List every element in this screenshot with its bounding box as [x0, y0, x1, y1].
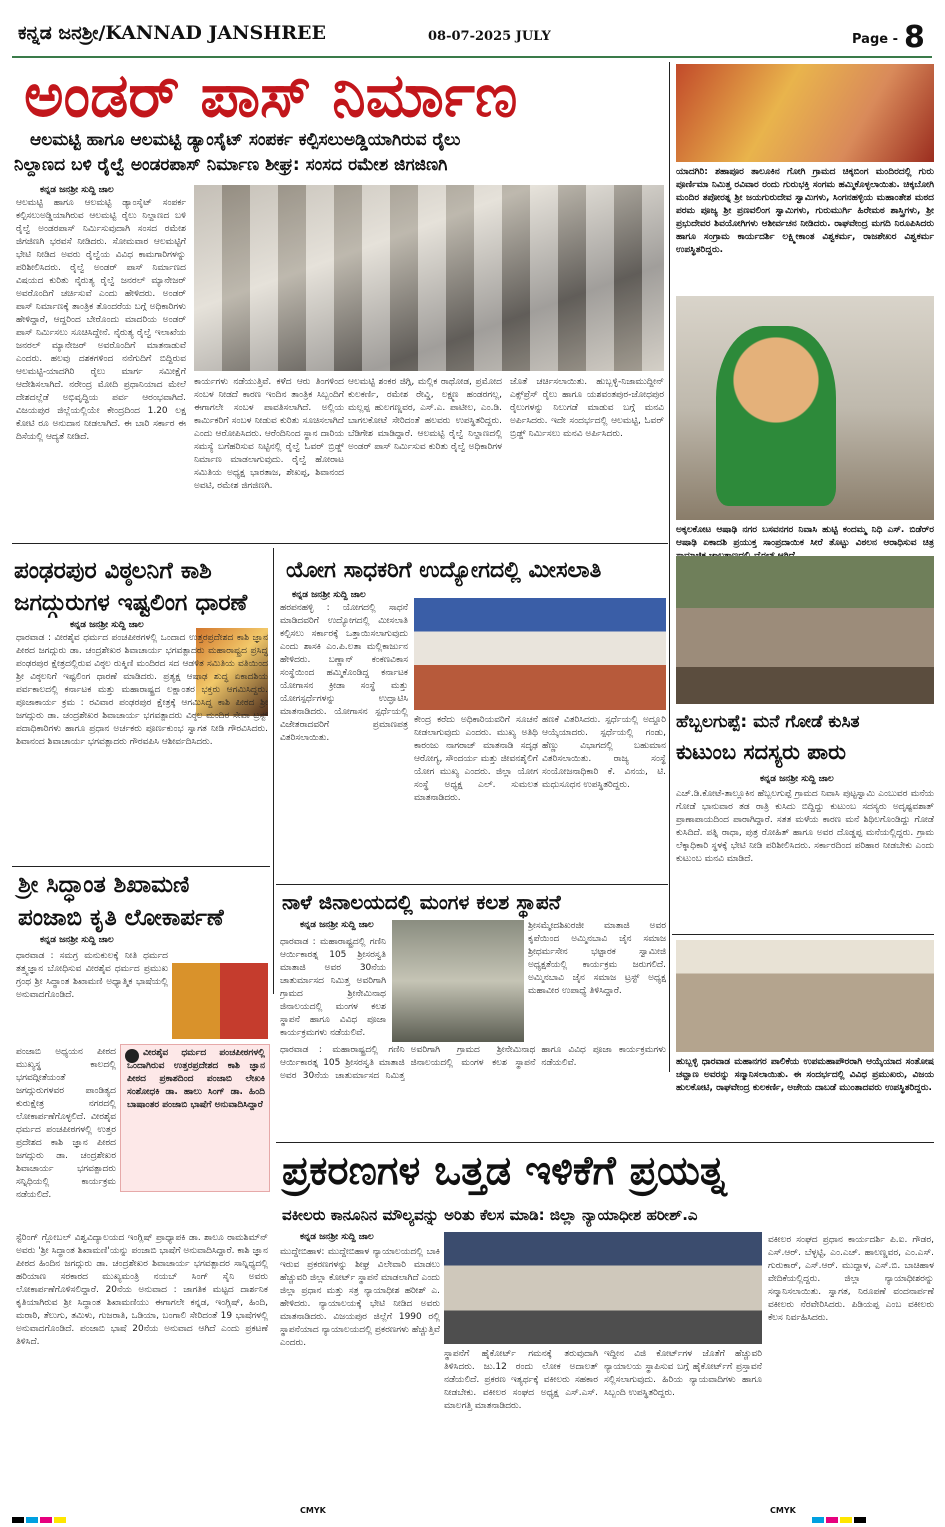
lead-photo-people	[194, 185, 664, 371]
left-column-rule	[273, 548, 274, 994]
yoga-body-right: ಹಣಕೆ ವಿತರಿಸಿದರು. ಸ್ಪರ್ಧೆಯಲ್ಲಿ ಅದ್ದೂರಿ ಆಯ್ಕೆಯಾದರು. ಸ್ಪರ್ಧೆಯಲ್ಲಿ ಗಂಡು, ಹೆಣ್ಣು ವಿಭಾಗದಲ್ಲಿ ಬಹುಮಾನ ವಿತರಿಸಲಾಯಿತು. ರಾಜ್ಯ ಸಂಸ್ಥೆ ಸಂಯೋಜನಾಧಿಕಾರಿ ಕೆ. ವಿನಯ, ಟಿ. ಮಧುಸೂಧನ ಉಪಸ್ಥಿತರಿದ್ದರು.	[542, 715, 666, 790]
prakarana-subhead: ವಕೀಲರು ಕಾನೂನಿನ ಮೌಲ್ಯವನ್ನು ಅರಿತು ಕೆಲಸ ಮಾಡಿ: ಜಿಲ್ಲಾ ನ್ಯಾಯಾಧೀಶ ಹರೀಶ್.ಎ	[282, 1206, 698, 1224]
siddhanta-body-bottom: ಸ್ಟೆರಿಂಗ್ ಗ್ಲೋಬಲ್ ವಿಶ್ವವಿದ್ಯಾಲಯದ ಇಂಗ್ಲಿಷ್ ಪ್ರಾಧ್ಯಾಪಕಿ ಡಾ. ಶಾಲೂ ರಾಮಶಿಮ್‌ನ್ ಅವರು 'ಶ್ರೀ ಸಿದ್ಧಾಂತ ಶಿಖಾಮಣಿ'ಯನ್ನು ಪಂಜಾಬಿ ಭಾಷೆಗೆ ಅನುವಾದಿಸಿದ್ದಾರೆ. ಕಾಶಿ ಜ್ಞಾನ ಪೀಠದ ಹಿಂದಿನ ಜಗದ್ಗುರು ಡಾ. ಚಂದ್ರಶೇಖರ ಶಿವಾಚಾರ್ಯ ಭಗವತ್ಪಾದರ ಸಾನ್ನಿಧ್ಯದಲ್ಲಿ ಹರಿಯಾಣ ಸರಕಾರದ ಮುಖ್ಯಮಂತ್ರಿ ನಯಬ್ ಸಿಂಗ್ ಸೈನಿ ಅವರು ಲೋಕಾರ್ಪಣೆಗೊಳಿಸಲಿದ್ದಾರೆ. 20ನೆಯ ಅನುವಾದ : ಜಾಗತಿಕ ಮಟ್ಟದ ದಾರ್ಶನಿಕ ಕೃತಿಯಾಗಿರುವ ಶ್ರೀ ಸಿದ್ಧಾಂತ ಶಿಖಾಮಣಿಯು ಈಗಾಗಲೇ ಕನ್ನಡ, ಇಂಗ್ಲಿಷ್, ಹಿಂದಿ, ಮರಾಠಿ, ತೆಲುಗು, ತಮಿಳು, ಗುಜರಾತಿ, ಒಡಿಯಾ, ಬಂಗಾಲಿ ಸೇರಿದಂತೆ 19 ಭಾಷೆಗಳಲ್ಲಿ ಅನುವಾದಗೊಂಡಿದೆ. ಪಂಜಾಬಿ ಭಾಷೆ 20ನೆಯ ಅನುವಾದ ಆಗಿದೆ ಎಂದು ಪ್ರಕಟಣೆ ತಿಳಿಸಿದೆ.	[16, 1233, 268, 1347]
lead-body-left: ಆಲಮಟ್ಟಿ ಹಾಗೂ ಆಲಮಟ್ಟಿ ಡ್ಯಾಂಸೈಟ್ ಸಂಪರ್ಕ ಕಲ್ಪಿಸಲುಅಡ್ಡಿಯಾಗಿರುವ ಆಲಮಟ್ಟಿ ರೈಲು ನಿಲ್ದಾಣದ ಬಳಿ ರೈಲ್ವೆ ಅಂಡರಪಾಸ್ ನಿರ್ಮಿಸುವುದಾಗಿ ಸಂಸದ ರಮೇಶ ಜಿಗಜಿಣಗಿ ಭರವಸೆ ನೀಡಿದರು. ಸೋಮವಾರ ಆಲಮಟ್ಟಿಗೆ ಭೇಟಿ ನೀಡಿದ ಅವರು ರೈಲ್ವೆಯ ವಿವಿಧ ಕಾಮಗಾರಿಗಳನ್ನು ಪರಿಶೀಲಿಸಿದರು. ರೈಲ್ವೆ ಅಂಡರ್ ಪಾಸ್ ನಿರ್ಮಾಣದ ವಿಷಯದ ಕುರಿತು ನೈರುತ್ಯ ರೈಲ್ವೆ ಜನರಲ್ ಮ್ಯಾನೇಜರ್ ಅವರೊಂದಿಗೆ ಚರ್ಚಿಸುವೆ ಎಂದು ಹೇಳಿದರು. ಅಂಡರ್ ಪಾಸ್ ನಿರ್ಮಾಣಕ್ಕೆ ತಾಂತ್ರಿಕ ತೊಂದರೆಯ ಬಗ್ಗೆ ಅಧಿಕಾರಿಗಳು ಹೇಳಿದ್ದಾರೆ, ಆದ್ದರಿಂದ ಬೇರೊಂದು ಮಾದರಿಯ ಅಂಡರ್ ಪಾಸ್ ನಿರ್ಮಿಸಲು ಸೂಚಿಸಿದ್ದೇನೆ. ನೈರುತ್ಯ ರೈಲ್ವೆ ಇಲಾಖೆಯ ಜನರಲ್ ಮ್ಯಾನೇಜರ್ ಅವರೊಂದಿಗೆ ಮಾತನಾಡುವೆ ಎಂದರು. ಹಲವು ದಶಕಗಳಿಂದ ನನೆಗುದಿಗೆ ಬಿದ್ದಿರುವ ಆಲಮಟ್ಟಿ-ಯಾದಗಿರಿ ರೈಲು ಮಾರ್ಗ ಸಮೀಕ್ಷೆಗೆ ಆದೇಶಿಸಲಾಗಿದೆ. ನರೇಂದ್ರ ಮೋದಿ ಪ್ರಧಾನಿಯಾದ ಮೇಲೆ ದೇಶದಲ್ಲೆಡೆ ಅಭಿವೃದ್ಧಿಯ ಪರ್ವ ಆರಂಭವಾಗಿದೆ. ವಿಜಯಪುರ ಜಿಲ್ಲೆಯಲ್ಲಿಯೇ ಕೇಂದ್ರದಿಂದ 1.20 ಲಕ್ಷ ಕೋಟಿ ರೂ ಅನುದಾನ ನೀಡಲಾಗಿದೆ. ಈ ಬಾರಿ ಸರ್ಕಾರ ಈ ದಿಸೆಯಲ್ಲಿ ಆದ್ಯತೆ ನೀಡಿದೆ.	[16, 198, 186, 442]
siddhanta-top-rule	[12, 866, 270, 867]
yoga-photo	[414, 598, 666, 710]
siddhanta-headline-1: ಶ್ರೀ ಸಿದ್ಧಾಂತ ಶಿಖಾಮಣಿ	[18, 872, 190, 898]
kalasha-body-bottom	[280, 1044, 666, 1140]
siddhanta-book-photo	[172, 963, 268, 1039]
lead-byline: ಕನ್ನಡ ಜನಶ್ರೀ ಸುದ್ದಿ ಜಾಲ	[40, 185, 114, 195]
pandharpur-body: ಧಾರವಾಡ : ವೀರಶೈವ ಧರ್ಮದ ಪಂಚಪೀಠಗಳಲ್ಲಿ ಒಂದಾದ ಉತ್ತರಪ್ರದೇಶದ ಕಾಶಿ ಜ್ಞಾನ ಪೀಠದ ಜಗದ್ಗುರು ಡಾ. ಚಂದ್ರಶೇಖರ ಶಿವಾಚಾರ್ಯ ಭಗವತ್ಪಾದರು ಮಹಾರಾಷ್ಟ್ರದ ಪ್ರಸಿದ್ಧ ಪಂಢರಪುರ ಕ್ಷೇತ್ರದಲ್ಲಿರುವ ವಿಠ್ಠಲ ರುಕ್ಮಿಣಿ ಮಂದಿರದ ಸದ ಆಡಳಿತ ಸಮಿತಿಯ ವತಿಯಿಂದ ಶ್ರೀ ವಿಠ್ಠಲನಿಗೆ ಇಷ್ಟಲಿಂಗ ಧಾರಣೆ ಮಾಡಿದರು. ಪ್ರತ್ಯಕ್ಷ ಆಷಾಢ ಶುದ್ಧ ಏಕಾದಶಿಯ ಪರ್ವಕಾಲದಲ್ಲಿ ಕರ್ನಾಟಕ ಮತ್ತು ಮಹಾರಾಷ್ಟ್ರದ ಲಕ್ಷಾಂತರ ಭಕ್ತರು ಆಗಮಿಸಿದ್ದರು. ಪೂಜಾಕಾರ್ಯ ಕ್ರಮ : ರವಿವಾರ ಪಂಢರಪುರ ಕ್ಷೇತ್ರಕ್ಕೆ ಆಗಮಿಸಿದ್ದ ಕಾಶಿ ಪೀಠದ ಶ್ರೀ ಜಗದ್ಗುರು ಡಾ. ಚಂದ್ರಶೇಖರ ಶಿವಾಚಾರ್ಯ ಭಗವತ್ಪಾದರು ವಿಠ್ಠಲ ಮಂದಿರ ಸೇವಾ ಟ್ರಸ್ಟ್ ಪದಾಧಿಕಾರಿಗಳು ಹಾಗೂ ಪ್ರಧಾನ ಅರ್ಚಕರು ಪೂರ್ಣಕುಂಭ ಸ್ವಾಗತ ನೀಡಿ ಗೌರವಿಸಿದರು. ಶಿವಾನಂದ ಶಿವಾಚಾರ್ಯ ಭಗವತ್ಪಾದರು ಗೌರವಪಿಸಿ ಆಶೀರ್ವದಿಸಿದರು.	[16, 633, 268, 747]
page-number: 8	[904, 20, 925, 55]
pandharpur-headline-1: ಪಂಢರಪುರ ವಿಠ್ಠಲನಿಗೆ ಕಾಶಿ	[14, 558, 212, 584]
yoga-body-mid: ಕೇಂದ್ರ ಕರೆದು ಅಧಿಕಾರಿಯವರಿಗೆ ಸೂಚನೆ ನೀಡಲಾಗುವುದು ಎಂದರು. ಮುಖ್ಯ ಅತಿಥಿ ಕಾರಂಜು ನಾಗರಾಜ್ ಮಾತನಾಡಿ ಸದೃಢ ಆರೋಗ್ಯ, ಸೌಂದರ್ಯ ಮತ್ತು ಜೀವನಶೈಲಿಗೆ ಯೋಗ ಮುಖ್ಯ ಎಂದರು. ಜಿಲ್ಲಾ ಯೋಗ ಸಂಸ್ಥೆ ಅಧ್ಯಕ್ಷ ಎಲ್. ಸುಮಲತ ಮಾತನಾಡಿದರು.	[414, 715, 538, 803]
hubballi-top-rule	[672, 934, 934, 935]
cmyk-label-right: CMYK	[770, 1506, 796, 1515]
brand-english: /KANNAD JANSHREE	[98, 22, 326, 44]
prakarana-body-right: ವಕೀಲರ ಸಂಘದ ಪ್ರಧಾನ ಕಾರ್ಯದರ್ಶಿ ಪಿ.ಐ. ಗೌಡರ, ಎಸ್.ಆರ್. ಬೆಳ್ಳಟ್ಟಿ, ಎಂ.ಎಚ್. ಹಾಲಣ್ಣವರ, ಎಂ.ಎಸ್. ಗುರುಕಾರ್, ಎಸ್.ಆರ್. ಮುದ್ದಾಳ, ಎಸ್.ಬಿ. ಬಾಚಿಹಾಳ ವೇದಿಕೆಯಲ್ಲಿದ್ದರು. ಜಿಲ್ಲಾ ನ್ಯಾಯಾಧೀಶರನ್ನು ಸನ್ಮಾನಿಸಲಾಯಿತು. ಸ್ವಾಗತ, ನಿರೂಪಣೆ ವಂದನಾರ್ಪಣೆ ವಕೀಲರು ನೆರವೇರಿಸಿದರು. ಪಿಡಿಯಪ್ಪ ಎಂಬ ವಕೀಲರು ಕೆಲಸ ನಿರ್ವಹಿಸಿದರು.	[768, 1235, 934, 1323]
prakarana-body-mid2: ಇದ್ದೀನ ವಿಜಿ ಕೋರ್ಟ್‌ಗಳ ಜೊತೆಗೆ ಹೆಚ್ಚುವರಿ ನ್ಯಾಯಾಲಯ ಸ್ಥಾಪಿಸುವ ಬಗ್ಗೆ ಹೈಕೋರ್ಟ್‌ಗೆ ಪ್ರಸ್ತಾವನೆ ಸಲ್ಲಿಸಲಾಗುವುದು. ಹಿರಿಯ ನ್ಯಾಯವಾದಿಗಳು ಹಾಗೂ ಸಿಬ್ಬಂದಿ ಉಪಸ್ಥಿತರಿದ್ದರು.	[604, 1349, 762, 1398]
kalasha-byline: ಕನ್ನಡ ಜನಶ್ರೀ ಸುದ್ದಿ ಜಾಲ	[300, 920, 374, 930]
prakarana-body-mid: ಸ್ಥಾಪನೆಗೆ ಹೈಕೋರ್ಟ್ ಗಮನಕ್ಕೆ ತರುವುದಾಗಿ ತಿಳಿಸಿದರು. ಜು.12 ರಂದು ಲೋಕ ಅದಾಲತ್ ನಡೆಯಲಿದೆ. ಪ್ರಕರಣ ಇತ್ಯರ್ಥಕ್ಕೆ ವಕೀಲರು ಸಹಕಾರ ನೀಡಬೇಕು. ವಕೀಲರ ಸಂಘದ ಅಧ್ಯಕ್ಷ ಎಸ್.ಎಸ್. ಮಾಲಗತ್ತಿ ಮಾತನಾಡಿದರು.	[444, 1349, 598, 1411]
hebbalaguppe-byline: ಕನ್ನಡ ಜನಶ್ರೀ ಸುದ್ದಿ ಜಾಲ	[760, 774, 834, 784]
cmyk-label-left: CMYK	[300, 1506, 326, 1515]
prakarana-top-rule	[276, 1142, 934, 1143]
issue-date: 08-07-2025 JULY	[428, 29, 551, 44]
lead-body-right: ಆಲಮಟ್ಟಿ ಶಂಕರ ಜಿಗ್ಗಿ, ಮಲ್ಲಿಕ ರಾಥೋಡ, ಪ್ರಮೋದ ಕುಲಕರ್ಣಿ, ರಮೇಶ ರೇವ್ಡಿ, ಲಕ್ಷ್ಮಣ ಹಂಡರಗಲ್ಲ, ಮಲ್ಲಪ್ಪ ಹುಲಗಣ್ಣವರ, ಎಸ್.ಎ. ಪಾಟೀಲ, ಎಂ.ಡಿ. ಬಾಗಲಕೋಟೆ ಸೇರಿದಂತೆ ಹಲವರು ಉಪಸ್ಥಿತರಿದ್ದರು. ಬೆಡಿಗೇಶ ಮಾಡಿದ್ದಾರೆ. ಆಲಮಟ್ಟಿ ರೈಲ್ವೆ ನಿಲ್ದಾಣದಲ್ಲಿ ಅಂಡರ್ ಪಾಸ್ ನಿರ್ಮಿಸುವ ಕುರಿತು ರೈಲ್ವೆ ಅಧಿಕಾರಿಗಳ ಜೊತೆ ಚರ್ಚಿಸಲಾಯಿತು. ಹುಬ್ಬಳ್ಳಿ-ನಿಜಾಮುದ್ದೀನ್ ಎಕ್ಸ್‌ಪ್ರೆಸ್ ರೈಲು ಹಾಗೂ ಯಶವಂತಪುರ-ಜೋಧಪುರ ರೈಲುಗಳನ್ನು ನಿಲುಗಡೆ ಮಾಡುವ ಬಗ್ಗೆ ಮನವಿ ಅರ್ಪಿಸಿದರು. ಇದೇ ಸಂದರ್ಭದಲ್ಲಿ ಆಲಮಟ್ಟಿ, ಓವರ್ ಬ್ರಿಡ್ಜ್ ನಿರ್ಮಿಸಲು ಮನವಿ ಅರ್ಪಿಸಿದರು.	[348, 377, 664, 452]
kalasha-headline: ನಾಳೆ ಜಿನಾಲಯದಲ್ಲಿ ಮಂಗಳ ಕಲಶ ಸ್ಥಾಪನೆ	[282, 890, 561, 914]
brand-kannada: ಕನ್ನಡ ಜನಶ್ರೀ	[18, 22, 99, 44]
gurupurnima-photo	[676, 64, 934, 162]
child-caption: ಅಕ್ಕಲಕೋಟ ಆಷಾಢಿ ನಗರ ಬಸವನಗರ ನಿವಾಸಿ ಹುಟ್ಟಿ ಕಂದಮ್ಮ ನಿಧಿ ಎಸ್. ಬಿಡೆರ್‌ರ ಆಷಾಢಿ ಏಕಾದಶಿ ಪ್ರಯುಕ್ತ ಸಾಂಪ್ರದಾಯಿಕ ಸೀರೆ ತೊಟ್ಟು ವಿಠಲನ ಆರಾಧಿಸುವ ಚಿತ್ರ	[676, 525, 934, 548]
yoga-byline: ಕನ್ನಡ ಜನಶ್ರೀ ಸುದ್ದಿ ಜಾಲ	[292, 590, 366, 600]
prakarana-headline: ಪ್ರಕರಣಗಳ ಒತ್ತಡ ಇಳಿಕೆಗೆ ಪ್ರಯತ್ನ	[282, 1148, 727, 1194]
page-label: Page -	[852, 32, 898, 47]
lead-subhead-1: ಆಲಮಟ್ಟಿ ಹಾಗೂ ಆಲಮಟ್ಟಿ ಡ್ಯಾಂಸೈಟ್ ಸಂಪರ್ಕ ಕಲ್ಪಿಸಲುಅಡ್ಡಿಯಾಗಿರುವ ರೈಲು	[30, 130, 461, 150]
pandharpur-headline-2: ಜಗದ್ಗುರುಗಳ ಇಷ್ಟಲಿಂಗ ಧಾರಣೆ	[14, 590, 248, 616]
hebbalaguppe-headline-2: ಕುಟುಂಬ ಸದಸ್ಯರು ಪಾರು	[676, 740, 846, 764]
siddhanta-info-box	[120, 1044, 270, 1192]
child-figure	[716, 326, 836, 506]
right-column-rule	[669, 62, 670, 1072]
masthead-rule	[12, 56, 932, 58]
siddhanta-body-top: ಧಾರವಾಡ : ಸಮಗ್ರ ಮನುಕುಲಕ್ಕೆ ನೀತಿ ಧರ್ಮದ ತತ್ತ್ವಜ್ಞಾನ ಬೋಧಿಸುವ ವೀರಶೈವ ಧರ್ಮದ ಪ್ರಮುಖ ಗ್ರಂಥ ಶ್ರೀ ಸಿದ್ಧಾಂತ ಶಿಖಾಮಣಿ ಅಧ್ಯಾತ್ಮಿಕ ಭಾಷೆಯಲ್ಲಿ ಅನುವಾದಗೊಂಡಿದೆ.	[16, 951, 168, 1000]
kalasha-body-bottom-text: ಧಾರವಾಡ : ಮಹಾರಾಷ್ಟ್ರದಲ್ಲಿ ಗಣಿನಿ ಆರ್ಯಿಕಾರತ್ನ 105 ಶ್ರೀಸರಸ್ವತಿ ಮಾತಾಜಿ ಅವರ 30ನೆಯ ಚಾತುರ್ಮಾಸದ ನಿಮಿತ್ತ ಅವರಿಗಾಗಿ ಗ್ರಾಮದ ಶ್ರೀನೇಮಿನಾಥ ಜಿನಾಲಯದಲ್ಲಿ ಮಂಗಳ ಕಲಶ ಸ್ಥಾಪನೆ ಹಾಗೂ ವಿವಿಧ ಪೂಜಾ ಕಾರ್ಯಕ್ರಮಗಳು ನಡೆಯಲಿವೆ.	[280, 1045, 666, 1081]
kalasha-body-right: ಶ್ರೀಸಮ್ಮೇದಶಿಖರಜೀ ಮಾತಾಜಿ ಅವರ ಕೃಪೆಯಿಂದ ಅಮ್ಮಿನಬಾವಿ ಜೈನ ಸಮಾಜ ಶ್ರೀಧರ್ಮಸೇನ ಭಟ್ಟಾರಕ ಸ್ವಾಮೀಜಿ ಅಧ್ಯಕ್ಷತೆಯಲ್ಲಿ ಕಾರ್ಯಕ್ರಮ ಜರುಗಲಿದೆ. ಅಮ್ಮಿನಬಾವಿ ಜೈನ ಸಮಾಜ ಟ್ರಸ್ಟ್ ಅಧ್ಯಕ್ಷ ಮಹಾವೀರ ಉಪಾಧ್ಯೆ ತಿಳಿಸಿದ್ದಾರೆ.	[528, 921, 666, 996]
siddhanta-headline-2: ಪಂಜಾಬಿ ಕೃತಿ ಲೋಕಾರ್ಪಣೆ	[18, 905, 224, 931]
cmyk-bar-right	[812, 1508, 868, 1516]
hebbalaguppe-house-photo	[676, 556, 934, 704]
masthead	[0, 0, 945, 58]
prakarana-byline: ಕನ್ನಡ ಜನಶ್ರೀ ಸುದ್ದಿ ಜಾಲ	[300, 1232, 374, 1242]
kalasha-top-rule	[276, 884, 668, 885]
hubballi-felicitation-photo	[676, 940, 934, 1052]
kalasha-body-left: ಧಾರವಾಡ : ಮಹಾರಾಷ್ಟ್ರದಲ್ಲಿ ಗಣಿನಿ ಆರ್ಯಿಕಾರತ್ನ 105 ಶ್ರೀಸರಸ್ವತಿ ಮಾತಾಜಿ ಅವರ 30ನೆಯ ಚಾತುರ್ಮಾಸದ ನಿಮಿತ್ತ ಅವರಿಗಾಗಿ ಗ್ರಾಮದ ಶ್ರೀನೇಮಿನಾಥ ಜಿನಾಲಯದಲ್ಲಿ ಮಂಗಳ ಕಲಶ ಸ್ಥಾಪನೆ ಹಾಗೂ ವಿವಿಧ ಪೂಜಾ ಕಾರ್ಯಕ್ರಮಗಳು ನಡೆಯಲಿವೆ.	[280, 937, 386, 1038]
yoga-body-left: ಹರಪನಹಳ್ಳಿ : ಯೋಗದಲ್ಲಿ ಸಾಧನೆ ಮಾಡಿದವರಿಗೆ ಉದ್ಯೋಗದಲ್ಲಿ ಮೀಸಲಾತಿ ಕಲ್ಪಿಸಲು ಸರ್ಕಾರಕ್ಕೆ ಒತ್ತಾಯಿಸಲಾಗುವುದು ಎಂದು ಶಾಸಕಿ ಎಂ.ಪಿ.ಲತಾ ಮಲ್ಲಿಕಾರ್ಜುನ ಹೇಳಿದರು. ಬಣ್ಣಾನ್ ಕಂಕಣವಿಕಾಸ ಸಂಸ್ಥೆಯಿಂದ ಹಮ್ಮಿಕೊಂಡಿದ್ದ ಕರ್ನಾಟಕ ಯೋಗಾಸನ ಕ್ರೀಡಾ ಸಂಸ್ಥೆ ಮತ್ತು ಯೋಗಸ್ಪರ್ಧೆಗಳನ್ನು ಉದ್ಘಾಟಿಸಿ ಮಾತನಾಡಿದರು. ಯೋಗಾಸನ ಸ್ಪರ್ಧೆಯಲ್ಲಿ ವಿಜೇತರಾದವರಿಗೆ ಪ್ರಮಾಣಪತ್ರ ವಿತರಿಸಲಾಯಿತು.	[280, 603, 408, 743]
hubballi-caption: ಹುಬ್ಬಳ್ಳಿ ಧಾರವಾಡ ಮಹಾನಗರ ಪಾಲಿಕೆಯ ಉಪಮಹಾಪೌರರಾಗಿ ಆಯ್ಕೆಯಾದ ಸಂತೋಷ ಚವ್ಹಾಣ ಅವರನ್ನು ಸನ್ಮಾನಿಸಲಾಯಿತು. ಈ ಸಂದರ್ಭದಲ್ಲಿ ವಿವಿಧ ಪ್ರಮುಖರು, ವಿಜಯ ಹುಲಕೋಟಿ, ರಾಘವೇಂದ್ರ ಕುಲಕರ್ಣಿ, ಅಜೇಯ ದಾಬಡೆ ಮುಂತಾದವರು ಉಪಸ್ಥಿತರಿದ್ದರು.	[676, 1057, 934, 1093]
lead-body-mid: ಕಾರ್ಯಗಳು ನಡೆಯುತ್ತಿವೆ. ಕಳೆದ ಆರು ತಿಂಗಳಿಂದ ಸಂಬಳ ನೀಡದೆ ಕಾರಣ ಇಂದಿನ ತಾಂತ್ರಿಕ ಸಿಬ್ಬಂದಿಗೆ ಈಗಾಗಲೇ ಸಂಬಳ ಪಾವತಿಸಲಾಗಿದೆ. ಅಲ್ಲಿಯ ಕಾರ್ಮಿಕರಿಗೆ ಸಂಬಳ ನೀಡುವ ಕುರಿತು ಸೂಚಿಸಲಾಗಿದೆ ಎಂದು ಆರೋಪಿಸಿದರು. ಆರೆಂದಿನಿಂದ ಸ್ಥಾನ ದಾರಿಯ ಸಮಸ್ಯೆ ಬಗೆಹರಿಸುವ ನಿಟ್ಟಿನಲ್ಲಿ ರೈಲ್ವೆ ಓವರ್ ಬ್ರಿಡ್ಜ್ ನಿರ್ಮಾಣ ಮಾಡಲಾಗುವುದು. ರೈಲ್ವೆ ಹೋರಾಟ ಸಮಿತಿಯ ಅಧ್ಯಕ್ಷ ಭಾರತಾಜ, ಶೇಖಪ್ಪ, ಶಿವಾನಂದ ಅವಟಿ, ರಮೇಶ ಜಿಗಜಿಣಗಿ.	[194, 377, 344, 491]
lead-subhead-2: ನಿಲ್ದಾಣದ ಬಳಿ ರೈಲ್ವೆ ಅಂಡರಪಾಸ್ ನಿರ್ಮಾಣ ಶೀಘ್ರ: ಸಂಸದ ರಮೇಶ ಜಿಗಜಿಣಗಿ	[14, 155, 448, 175]
prakarana-court-photo	[444, 1232, 762, 1344]
child-photo	[676, 296, 934, 520]
siddhanta-body-left: ಪಂಜಾಬಿ ಅಧ್ಯಯನ ಪೀಠದ ಮುಖ್ಯಸ್ಥ ಕಾಲದಲ್ಲಿ ಭಗವದ್ಗೀತೆಯಂತೆ ಜಗದ್ಗುರುಗಳವರ ಪಾಂಡಿತ್ಯದ ಕುರುಕ್ಷೇತ್ರ ನಗರದಲ್ಲಿ ಲೋಕಾರ್ಪಣೆಗೊಳ್ಳಲಿದೆ. ವೀರಶೈವ ಧರ್ಮದ ಪಂಚಪೀಠಗಳಲ್ಲಿ ಉತ್ತರ ಪ್ರದೇಶದ ಕಾಶಿ ಜ್ಞಾನ ಪೀಠದ ಜಗದ್ಗುರು ಡಾ. ಚಂದ್ರಶೇಖರ ಶಿವಾಚಾರ್ಯ ಭಗವತ್ಪಾದರು ಸನ್ನಿಧಿಯಲ್ಲಿ ಕಾರ್ಯಕ್ರಮ ನಡೆಯಲಿದೆ.	[16, 1047, 116, 1200]
cmyk-bar-left	[12, 1508, 68, 1516]
lead-headline: ಅಂಡರ್ ಪಾಸ್ ನಿರ್ಮಾಣ	[24, 61, 518, 131]
info-box-text: ವೀರಶೈವ ಧರ್ಮದ ಪಂಚಪೀಠಗಳಲ್ಲಿ ಒಂದಾಗಿರುವ ಉತ್ತರಪ್ರದೇಶದ ಕಾಶಿ ಜ್ಞಾನ ಪೀಠದ ಪ್ರಕಾಶದಿಂದ ಪಂಜಾಬಿ ಲೇಖಕಿ ಸಂಶೋಧಕಿ ಡಾ. ಹಾಲು ಸಿಂಗ್ ಡಾ. ಹಿಂದಿ ಬಾಷಾಂತರ ಪಂಜಾಬಿ ಭಾಷೆಗೆ ಅನುವಾದಿಸಿದ್ದಾರೆ	[127, 1048, 265, 1110]
gurupurnima-caption: ಯಾದಗಿರಿ: ಶಹಾಪೂರ ತಾಲೂಕಿನ ಗೋಗಿ ಗ್ರಾಮದ ಚಿಕ್ಕಬಿಂಗ ಮಂದಿರದಲ್ಲಿ ಗುರು ಪೂರ್ಣಿಮಾ ನಿಮಿತ್ತ ರವಿವಾರ ರಂದು ಗುರುಭಕ್ತಿ ಸಂಗಮ ಹಮ್ಮಿಕೊಳ್ಳಲಾಯಿತು. ಚಿಕ್ಕಬೋಗಿ ಮಂದಿರ ತಪೋರತ್ನ ಶ್ರೀ ಜಯಗುರುದೇವ ಸ್ವಾಮಿಗಳು, ಸಿಂಗನಹಳ್ಳಿಯ ಮಹಾಂತೇಶ ಮಠದ ಪರಮ ಪೂಜ್ಯ ಶ್ರೀ ಪ್ರಣವಲಿಂಗ ಸ್ವಾಮಿಗಳು, ಗುರುಮುರ್ಗಿ ಹಿರೇಮಠ ಶಾಸ್ತ್ರಿಗಳು, ಶ್ರೀ ಪ್ರಭುದೇವರ ಶಿವಯೋಗಿಗಳು ಆಶೀರ್ವಚನ ನೀಡಿದರು. ರಾಘವೇಂದ್ರ ಮಗದಿ ನಿರೂಪಿಸಿದರು ಹಾಗೂ ಸಂಗ್ರಾಮ ಕಾರ್ಯದರ್ಶಿ ಲಕ್ಷ್ಮೀಕಾಂತ ವಿಶ್ವಕರ್ಮ, ರಾಜಶೇಖರ ವಿಶ್ವಕರ್ಮ ಉಪಸ್ಥಿತರಿದ್ದರು.	[676, 167, 934, 255]
lead-photo	[194, 185, 664, 371]
hebbalaguppe-headline-1: ಹೆಬ್ಬಲಗುಪ್ಪೆ: ಮನೆ ಗೋಡೆ ಕುಸಿತ	[676, 712, 860, 732]
hebbalaguppe-body: ಎಚ್.ಡಿ.ಕೋಟೆ-ತಾಲ್ಲೂಕಿನ ಹೆಬ್ಬಲಗುಪ್ಪೆ ಗ್ರಾಮದ ನಿವಾಸಿ ಪುಟ್ಟಸ್ವಾಮಿ ಎಂಬುವರ ಮನೆಯ ಗೋಡೆ ಭಾನುವಾರ ತಡ ರಾತ್ರಿ ಕುಸಿದು ಬಿದ್ದಿದ್ದು ಕುಟುಂಬ ಸದಸ್ಯರು ಅದೃಷ್ಟವಶಾತ್ ಪ್ರಾಣಾಪಾಯದಿಂದ ಪಾರಾಗಿದ್ದಾರೆ. ಸತತ ಮಳೆಯ ಕಾರಣ ಮನೆ ಶಿಥಿಲಗೊಂಡಿದ್ದು ಗೋಡೆ ಕುಸಿದಿದೆ. ಪತ್ನಿ ರಾಧಾ, ಪುತ್ರ ರೋಹಿತ್ ಹಾಗೂ ಅವರ ದೊಡ್ಡಪ್ಪ ಮನೆಯಲ್ಲಿದ್ದರು. ಗ್ರಾಮ ಲೆಕ್ಕಾಧಿಕಾರಿ ಸ್ಥಳಕ್ಕೆ ಭೇಟಿ ನೀಡಿ ಪರಿಶೀಲಿಸಿದರು. ಸರ್ಕಾರದಿಂದ ಪರಿಹಾರ ನೀಡಬೇಕು ಎಂದು ಕುಟುಂಬ ಮನವಿ ಮಾಡಿದೆ.	[676, 789, 934, 864]
siddhanta-byline: ಕನ್ನಡ ಜನಶ್ರೀ ಸುದ್ದಿ ಜಾಲ	[40, 935, 114, 945]
lead-bottom-rule	[12, 543, 668, 544]
yoga-headline: ಯೋಗ ಸಾಧಕರಿಗೆ ಉದ್ಯೋಗದಲ್ಲಿ ಮೀಸಲಾತಿ	[286, 558, 602, 583]
brand-name	[18, 22, 326, 44]
kalasha-jain-idol-photo	[392, 920, 524, 1042]
pandharpur-byline: ಕನ್ನಡ ಜನಶ್ರೀ ಸುದ್ದಿ ಜಾಲ	[70, 620, 144, 630]
prakarana-body-left: ಮುದ್ದೇಬಿಹಾಳ: ಮುದ್ದೇಬಿಹಾಳ ನ್ಯಾಯಾಲಯದಲ್ಲಿ ಬಾಕಿ ಇರುವ ಪ್ರಕರಣಗಳನ್ನು ಶೀಘ್ರ ವಿಲೇವಾರಿ ಮಾಡಲು ಹೆಚ್ಚುವರಿ ಜಿಲ್ಲಾ ಕೋರ್ಟ್ ಸ್ಥಾಪನೆ ಮಾಡಲಾಗಿದೆ ಎಂದು ಜಿಲ್ಲಾ ಪ್ರಧಾನ ಮತ್ತು ಸತ್ರ ನ್ಯಾಯಾಧೀಶ ಹರೀಶ್ ಎ. ಹೇಳಿದರು. ನ್ಯಾಯಾಲಯಕ್ಕೆ ಭೇಟಿ ನೀಡಿದ ಅವರು ಮಾತನಾಡಿದರು. ವಿಜಯಪುರ ಜಿಲ್ಲೆಗೆ 1990 ರಲ್ಲಿ ಸ್ಥಾಪನೆಯಾದ ನ್ಯಾಯಾಲಯದಲ್ಲಿ ಪ್ರಕರಣಗಳು ಹೆಚ್ಚುತ್ತಿವೆ ಎಂದರು.	[280, 1247, 440, 1348]
